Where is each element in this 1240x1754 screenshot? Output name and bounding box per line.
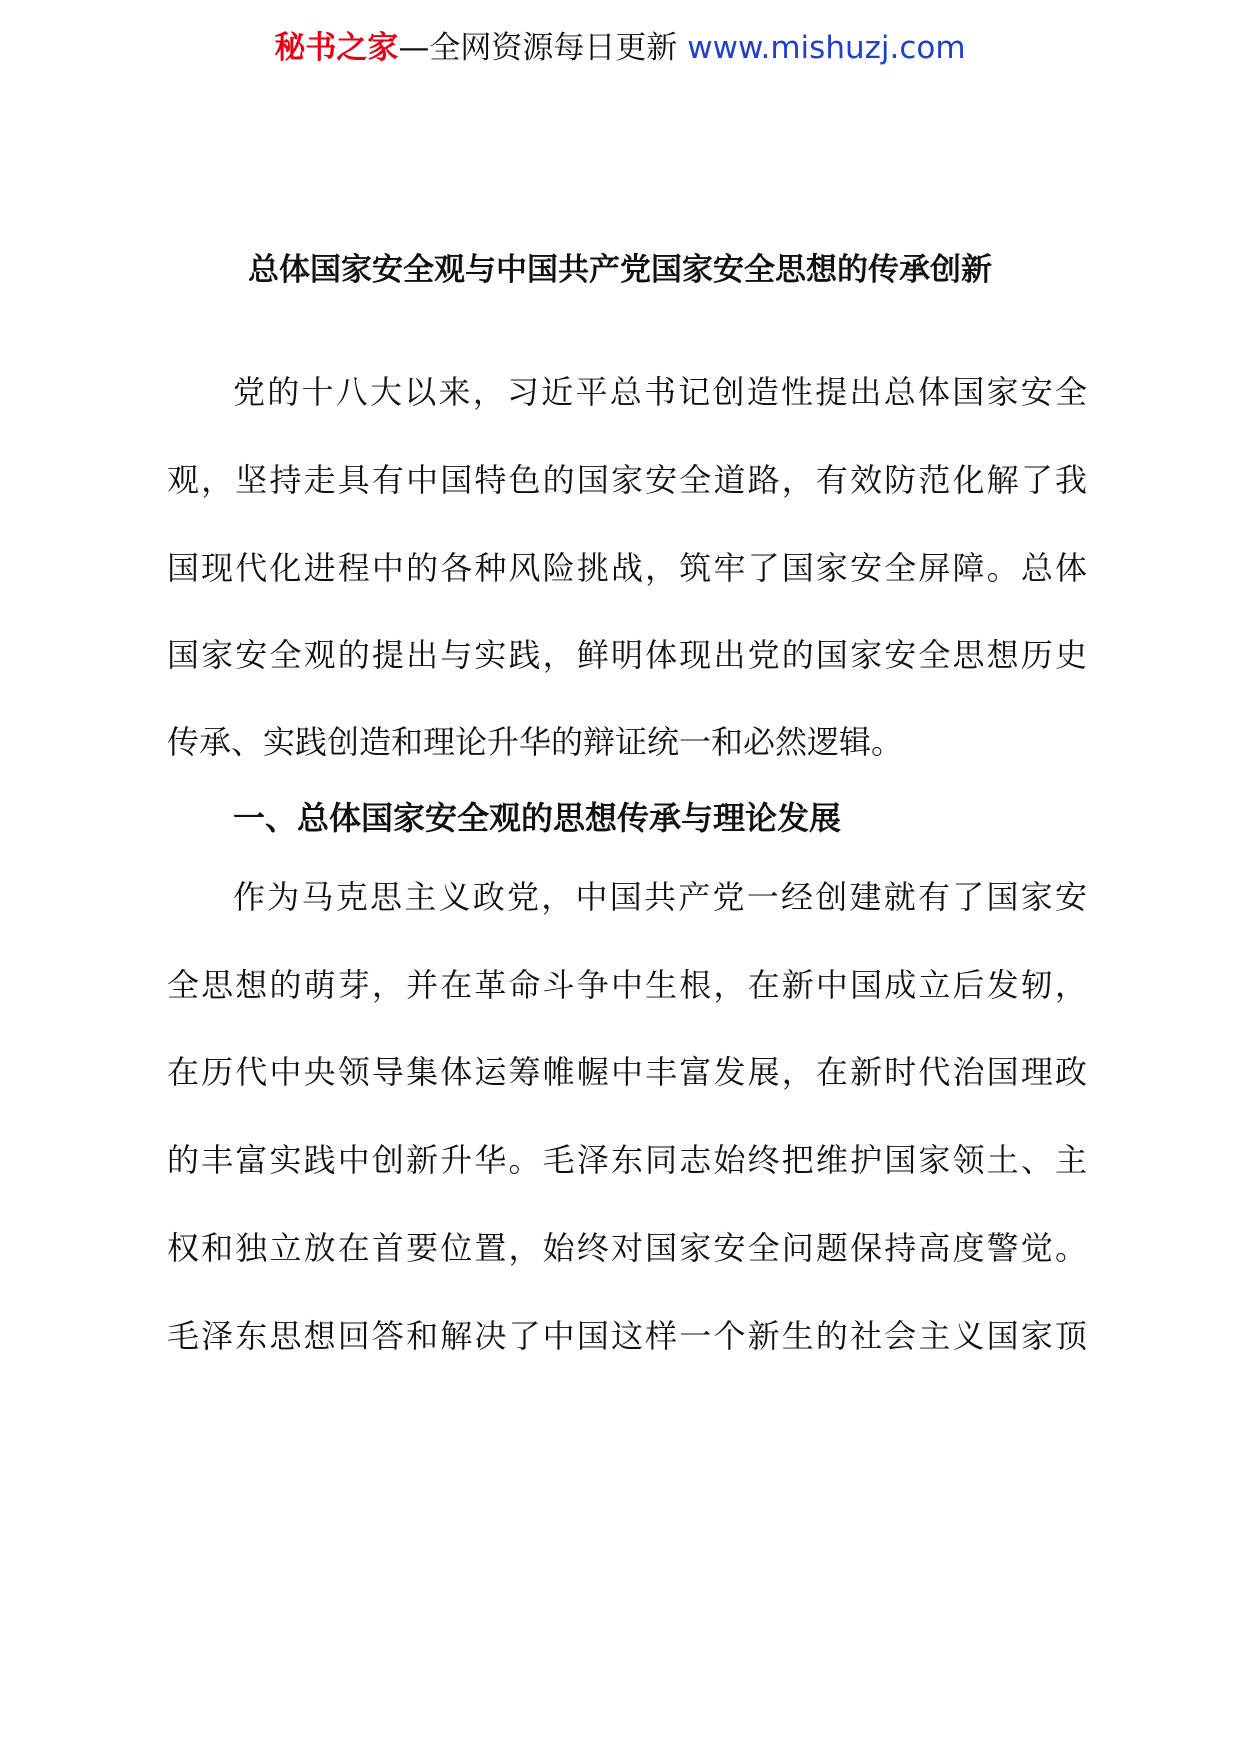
page-header [0,28,1240,68]
document-title: 总体国家安全观与中国共产党国家安全思想的传承创新 [248,252,992,288]
header-tagline: —全网资源每日更新 [398,30,678,66]
paragraph-line: 传承、实践创造和理论升华的辩证统一和必然逻辑。 [167,723,904,761]
paragraph-line: 国家安全观的提出与实践，鲜明体现出党的国家安全思想历史 [167,636,1087,674]
paragraph-line: 毛泽东思想回答和解决了中国这样一个新生的社会主义国家顶 [167,1317,1087,1355]
brand-name: 秘书之家 [274,30,399,66]
paragraph-line: 党的十八大以来，习近平总书记创造性提出总体国家安全 [233,373,1087,411]
paragraph-line: 的丰富实践中创新升华。毛泽东同志始终把维护国家领土、主 [167,1141,1087,1179]
section-heading: 一、总体国家安全观的思想传承与理论发展 [233,799,842,837]
paragraph-line: 作为马克思主义政党，中国共产党一经创建就有了国家安 [233,878,1087,916]
website-link[interactable]: www.mishuzj.com [687,30,966,66]
paragraph-line: 国现代化进程中的各种风险挑战，筑牢了国家安全屏障。总体 [167,549,1087,587]
paragraph-line: 权和独立放在首要位置，始终对国家安全问题保持高度警觉。 [167,1229,1087,1267]
paragraph-line: 在历代中央领导集体运筹帷幄中丰富发展，在新时代治国理政 [167,1053,1087,1091]
paragraph-line: 全思想的萌芽，并在革命斗争中生根，在新中国成立后发轫， [167,966,1087,1004]
paragraph-line: 观，坚持走具有中国特色的国家安全道路，有效防范化解了我 [167,461,1087,499]
